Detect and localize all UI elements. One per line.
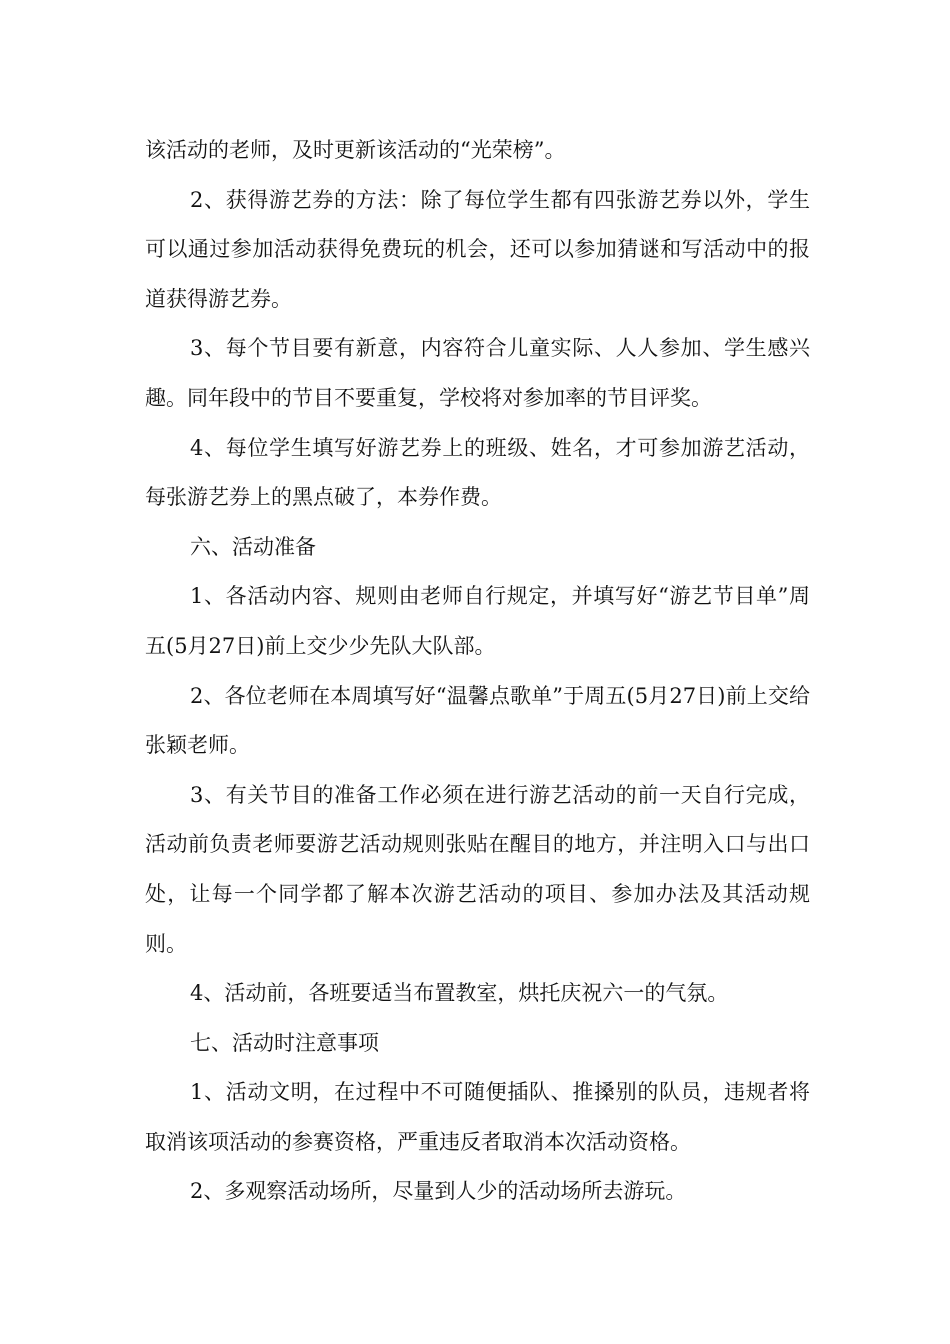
paragraph-note-1: 1、活动文明，在过程中不可随便插队、推搡别的队员，违规者将取消该项活动的参赛资格，严重违反者取消本次活动资格。 <box>145 1080 810 1154</box>
paragraph-continuation: 该活动的老师，及时更新该活动的“光荣榜”。 <box>145 138 566 162</box>
paragraph-note-2: 2、多观察活动场所，尽量到人少的活动场所去游玩。 <box>190 1179 687 1204</box>
document-body <box>145 126 810 1217</box>
paragraph-program-requirements: 3、每个节目要有新意，内容符合儿童实际、人人参加、学生感兴趣。同年段中的节目不要重复，学校将对参加率的节目评奖。 <box>145 336 810 410</box>
paragraph-prep-3: 3、有关节目的准备工作必须在进行游艺活动的前一天自行完成，活动前负责老师要游艺活动规则张贴在醒目的地方，并注明入口与出口处，让每一个同学都了解本次游艺活动的项目、参加办法及其活动规则。 <box>145 782 810 956</box>
section-heading-notes: 七、活动时注意事项 <box>190 1030 379 1055</box>
paragraph-prep-4: 4、活动前，各班要适当布置教室，烘托庆祝六一的气氛。 <box>190 981 729 1006</box>
paragraph-ticket-rules: 4、每位学生填写好游艺券上的班级、姓名，才可参加游艺活动，每张游艺券上的黑点破了，本券作费。 <box>145 435 810 510</box>
paragraph-tickets-method: 2、获得游艺券的方法：除了每位学生都有四张游艺券以外，学生可以通过参加活动获得免费玩的机会，还可以参加猜谜和写活动中的报道获得游艺券。 <box>145 187 810 311</box>
paragraph-prep-1: 1、各活动内容、规则由老师自行规定，并填写好“游艺节目单”周五(5月27日)前上交少少先队大队部。 <box>145 584 810 658</box>
paragraph-prep-2: 2、各位老师在本周填写好“温馨点歌单”于周五(5月27日)前上交给张颖老师。 <box>145 683 810 758</box>
section-heading-preparation: 六、活动准备 <box>190 534 316 559</box>
